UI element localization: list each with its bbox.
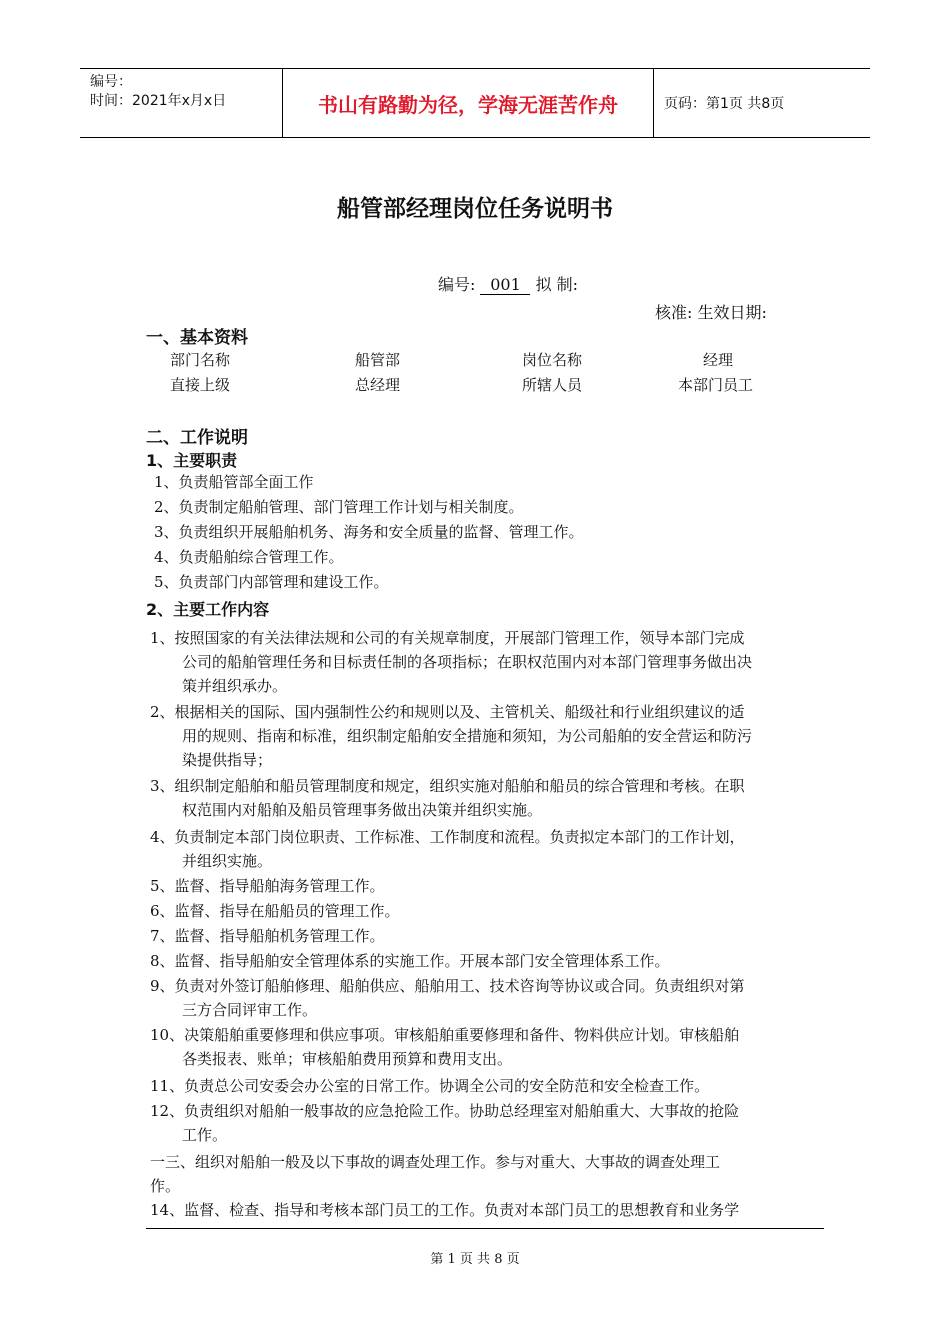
- doc-number-value: 001: [480, 276, 530, 295]
- content-line: 8、监督、指导船舶安全管理体系的实施工作。开展本部门安全管理体系工作。: [150, 952, 670, 970]
- page-header-table: [80, 68, 870, 138]
- content-item: [150, 1074, 822, 1098]
- content-line: 染提供指导；: [182, 751, 273, 769]
- content-line: 12、负责组织对船舶一般事故的应急抢险工作。协助总经理室对船舶重大、大事故的抢险: [150, 1102, 740, 1120]
- content-line: 7、监督、指导船舶机务管理工作。: [150, 927, 385, 945]
- page-label: 页码：第1页 共8页: [664, 96, 785, 112]
- content-item: [150, 1150, 822, 1198]
- content-item: [150, 949, 822, 973]
- info-cell: 直接上级: [170, 376, 231, 394]
- section-basic-info-heading: 一、基本资料: [146, 328, 248, 348]
- content-item: [150, 899, 822, 923]
- info-cell: 经理: [703, 351, 734, 369]
- content-line: 9、负责对外签订船舶修理、船舶供应、船舶用工、技术咨询等协议或合同。负责组织对第: [150, 977, 745, 995]
- info-cell: 岗位名称: [522, 351, 583, 369]
- content-line: 2、根据相关的国际、国内强制性公约和规则以及、主管机关、船级社和行业组织建议的适: [150, 703, 745, 721]
- drafter-label: 拟 制:: [535, 275, 579, 294]
- content-line: 1、按照国家的有关法律法规和公司的有关规章制度，开展部门管理工作，领导本部门完成: [150, 629, 745, 647]
- time-label: 时间：2021年x月x日: [90, 93, 227, 109]
- content-line: 4、负责制定本部门岗位职责、工作标准、工作制度和流程。负责拟定本部门的工作计划，: [150, 828, 745, 846]
- content-line: 11、负责总公司安委会办公室的日常工作。协调全公司的安全防范和安全检查工作。: [150, 1077, 710, 1095]
- content-line: 14、监督、检查、指导和考核本部门员工的工作。负责对本部门员工的思想教育和业务学: [150, 1201, 740, 1219]
- motto: 书山有路勤为径，学海无涯苦作舟: [282, 69, 654, 137]
- footer-divider: [146, 1228, 824, 1229]
- info-cell: 部门名称: [170, 351, 231, 369]
- content-item: [150, 974, 822, 1022]
- duties-heading: 1、主要职责: [146, 451, 238, 470]
- content-line: 策并组织承办。: [182, 677, 288, 695]
- content-line: 一三、组织对船舶一般及以下事故的调查处理工作。参与对重大、大事故的调查处理工: [150, 1153, 721, 1171]
- duty-item: 1、负责船管部全面工作: [154, 473, 314, 491]
- content-item: [150, 700, 822, 772]
- doc-number-line: [438, 272, 578, 295]
- content-line: 工作。: [182, 1126, 228, 1144]
- info-cell: 总经理: [355, 376, 401, 394]
- info-cell: 船管部: [355, 351, 401, 369]
- content-line: 并组织实施。: [182, 852, 273, 870]
- content-line: 作。: [150, 1177, 181, 1195]
- content-item: [150, 924, 822, 948]
- work-content-heading: 2、主要工作内容: [146, 600, 270, 619]
- content-item: [150, 1023, 822, 1071]
- section-work-desc-heading: 二、工作说明: [146, 428, 248, 448]
- info-cell: 所辖人员: [522, 376, 583, 394]
- content-item: [150, 874, 822, 898]
- content-item: [150, 1099, 822, 1147]
- info-cell: 本部门员工: [678, 376, 754, 394]
- duty-item: 3、负责组织开展船舶机务、海务和安全质量的监督、管理工作。: [154, 523, 584, 541]
- content-line: 10、决策船舶重要修理和供应事项。审核船舶重要修理和备件、物料供应计划。审核船舶: [150, 1026, 740, 1044]
- content-line: 三方合同评审工作。: [182, 1001, 318, 1019]
- content-item: [150, 825, 822, 873]
- duty-item: 2、负责制定船舶管理、部门管理工作计划与相关制度。: [154, 498, 524, 516]
- content-item: [150, 774, 822, 822]
- content-item: [150, 1198, 822, 1222]
- content-item: [150, 626, 822, 698]
- content-line: 各类报表、账单；审核船舶费用预算和费用支出。: [182, 1050, 513, 1068]
- duty-item: 5、负责部门内部管理和建设工作。: [154, 573, 389, 591]
- content-line: 6、监督、指导在船船员的管理工作。: [150, 902, 400, 920]
- doc-number-label: 编号:: [438, 275, 481, 294]
- content-line: 用的规则、指南和标准，组织制定船舶安全措施和须知，为公司船舶的安全营运和防污: [182, 727, 753, 745]
- review-line: 核准: 生效日期:: [655, 303, 767, 322]
- content-line: 权范围内对船舶及船员管理事务做出决策并组织实施。: [182, 801, 543, 819]
- header-left-cell: [80, 69, 282, 137]
- document-title: 船管部经理岗位任务说明书: [337, 196, 613, 222]
- content-line: 公司的船舶管理任务和目标责任制的各项指标；在职权范围内对本部门管理事务做出决: [182, 653, 753, 671]
- page-footer: 第 1 页 共 8 页: [430, 1252, 520, 1267]
- content-line: 3、组织制定船舶和船员管理制度和规定，组织实施对船舶和船员的综合管理和考核。在职: [150, 777, 745, 795]
- content-line: 5、监督、指导船舶海务管理工作。: [150, 877, 385, 895]
- number-label: 编号：: [90, 74, 132, 90]
- duty-item: 4、负责船舶综合管理工作。: [154, 548, 344, 566]
